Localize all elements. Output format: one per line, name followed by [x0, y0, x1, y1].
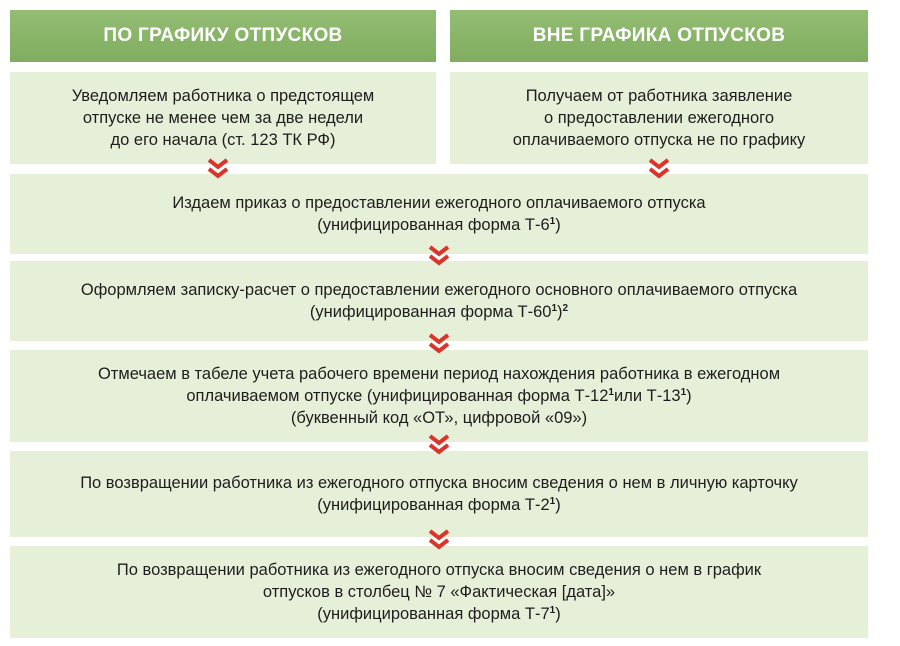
- step-line: (унифицированная форма $Т-7^1$): [317, 605, 561, 623]
- double-chevron-down-icon: [428, 333, 450, 355]
- step-line: (унифицированная форма $Т-6^1$): [317, 216, 561, 234]
- double-chevron-down-icon: [428, 529, 450, 551]
- header-outside-schedule: ВНЕ ГРАФИКА ОТПУСКОВ: [450, 10, 868, 62]
- step-line: (унифицированная форма $Т-2^1$): [317, 496, 561, 514]
- step-line: Отмечаем в табеле учета рабочего времени период нахождения работника в ежегодном: [97, 365, 781, 383]
- step-timesheet: [10, 350, 868, 442]
- step-issue-order: [10, 174, 868, 254]
- box-line: Получаем от работника заявление: [525, 87, 793, 105]
- step-line: По возвращении работника из ежегодного отпуска вносим сведения о нем в личную карточку: [80, 474, 798, 492]
- step-line: Оформляем записку-расчет о предоставлении ежегодного основного оплачиваемого отпуска: [80, 281, 798, 299]
- step-line: (буквенный код «ОТ», цифровой «09»): [290, 409, 588, 427]
- box-line: Уведомляем работника о предстоящем: [71, 87, 375, 105]
- box-line: оплачиваемого отпуска не по графику: [512, 131, 806, 149]
- double-chevron-down-icon: [428, 434, 450, 456]
- header-by-schedule: ПО ГРАФИКУ ОТПУСКОВ: [10, 10, 436, 62]
- box-line: о предоставлении ежегодного: [543, 109, 775, 127]
- step-line: оплачиваемом отпуске (унифицированная форма $Т-12^1или$ $Т-13^1$): [186, 387, 692, 405]
- box-line: до его начала (ст. 123 ТК РФ): [110, 131, 336, 149]
- step-line: По возвращении работника из ежегодного отпуска вносим сведения о нем в график: [116, 561, 762, 579]
- box-receive-application: [450, 72, 868, 164]
- step-line: (унифицированная форма $Т-60^1)^2$: [309, 303, 569, 321]
- step-line: отпусков в столбец № 7 «Фактическая [дата]»: [262, 583, 616, 601]
- double-chevron-down-icon: [648, 158, 670, 180]
- double-chevron-down-icon: [207, 158, 229, 180]
- step-vacation-schedule: [10, 546, 868, 638]
- box-notify-employee: [10, 72, 436, 164]
- double-chevron-down-icon: [428, 245, 450, 267]
- step-personal-card: [10, 451, 868, 537]
- box-line: отпуске не менее чем за две недели: [82, 109, 364, 127]
- step-line: Издаем приказ о предоставлении ежегодного оплачиваемого отпуска: [172, 194, 706, 212]
- step-calculation-note: [10, 261, 868, 341]
